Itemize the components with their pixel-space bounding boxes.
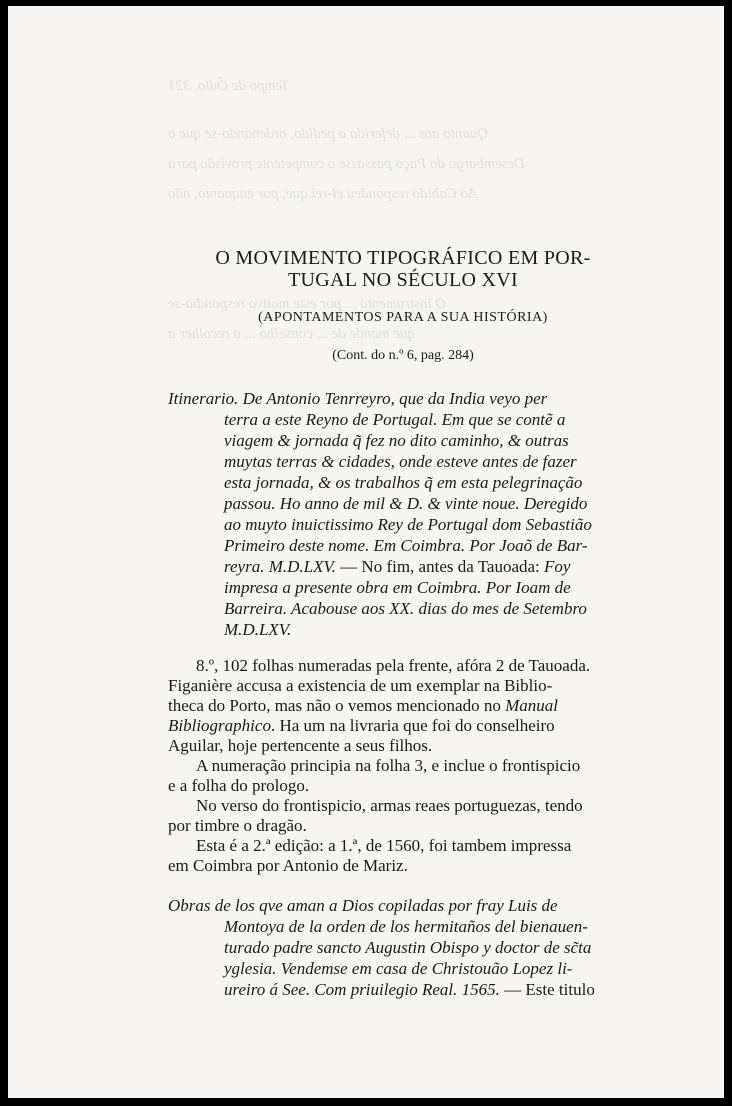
note-line: por timbre o dragão. <box>168 816 307 835</box>
bleed-through-text: Quanto aos ... deferida a pedido, ordenando-se que o <box>168 126 489 142</box>
article-title-line2: TUGAL NO SÉCULO XVI <box>288 269 518 291</box>
note-line: em Coimbra por Antonio de Mariz. <box>168 856 408 875</box>
note-fragment: theca do Porto, mas não o vemos mencionado no <box>168 696 506 715</box>
entry-colophon-line: M.D.LXV. <box>224 620 292 639</box>
entry-title-line: Montoya de la orden de los hermitaños del bienauen- <box>224 917 588 936</box>
note-line: No verso do frontispicio, armas reaes portuguezas, tendo <box>196 796 583 815</box>
entry-title-line: Itinerario. De Antonio Tenrreyro, que da India veyo per <box>168 389 548 408</box>
note-line <box>168 696 558 716</box>
note-book-title: Bibliographico <box>168 716 271 735</box>
note-book-title: Manual <box>505 696 558 715</box>
entry-colophon-fragment: Foy <box>544 557 571 576</box>
entry-title-fragment: ureiro á See. Com priuilegio Real. 1565. <box>224 980 500 999</box>
note-line: e a folha do prologo. <box>168 776 310 795</box>
entry-colophon-line: impresa a presente obra em Coimbra. Por Ioam de <box>224 578 571 597</box>
entry-title-line: yglesia. Vendemse em casa de Christouão Lopez li- <box>224 959 573 978</box>
entry-title-line: esta jornada, & os trabalhos q̃ em esta pelegrinação <box>224 473 583 492</box>
entry-colophon-line: Barreira. Acabouse aos XX. dias do mes de Setembro <box>224 599 587 618</box>
page <box>8 6 724 1098</box>
bleed-through-text: Tempo de Ódio. 321 <box>168 78 290 94</box>
note-line: 8.º, 102 folhas numeradas pela frente, afóra 2 de Tauoada. <box>196 656 591 675</box>
note-fragment: . Ha um na livraria que foi do conselheiro <box>270 716 555 735</box>
note-line <box>168 716 555 736</box>
entry-title-line: Primeiro deste nome. Em Coimbra. Por Joaõ de Bar- <box>224 536 588 555</box>
continuation-note: (Cont. do n.º 6, pag. 284) <box>332 348 474 363</box>
bleed-through-text: Desembargo do Paço passasse o competente provisão para <box>168 156 525 172</box>
bleed-through-text: Ao Cabido respondeu el-rei que, por enquanto, não <box>168 186 478 202</box>
entry-title-line: muytas terras & cidades, onde esteve antes de fazer <box>224 452 577 471</box>
entry-title-line: viagem & jornada q̃ fez no dito caminho, & outras <box>224 431 569 450</box>
entry-remark-fragment: — Este titulo <box>499 980 595 999</box>
note-line: Esta é a 2.ª edição: a 1.ª, de 1560, foi tambem impressa <box>196 836 572 855</box>
entry-title-line: turado padre sancto Augustin Obispo y doctor de sc̃ta <box>224 938 592 957</box>
bleed-through-text: que mande de ... conselho ... a recolher a <box>168 326 415 342</box>
entry-title-line <box>224 980 595 1000</box>
bleed-through-text: O instrumento ... por este motivo respondia-se <box>168 296 447 312</box>
entry-title-line <box>224 557 570 577</box>
note-line: A numeração principia na folha 3, e inclue o frontispicio <box>196 756 581 775</box>
article-title-line1: O MOVIMENTO TIPOGRÁFICO EM POR- <box>215 247 591 269</box>
entry-title-line: passou. Ho anno de mil & D. & vinte noue. Deregido <box>224 494 588 513</box>
entry-title-line: ao muyto inuictissimo Rey de Portugal dom Sebastião <box>224 515 592 534</box>
entry-colophon-intro: — No fim, antes da Tauoada: <box>335 557 545 576</box>
entry-title-line: Obras de los qve aman a Dios copiladas por fray Luis de <box>168 896 558 915</box>
entry-title-fragment: reyra. M.D.LXV. <box>224 557 336 576</box>
entry-title-line: terra a este Reyno de Portugal. Em que se contẽ a <box>224 410 566 429</box>
article-subtitle: (APONTAMENTOS PARA A SUA HISTÓRIA) <box>258 310 548 325</box>
note-line: Aguilar, hoje pertencente a seus filhos. <box>168 736 433 755</box>
note-line: Figanière accusa a existencia de um exemplar na Biblio- <box>168 676 553 695</box>
